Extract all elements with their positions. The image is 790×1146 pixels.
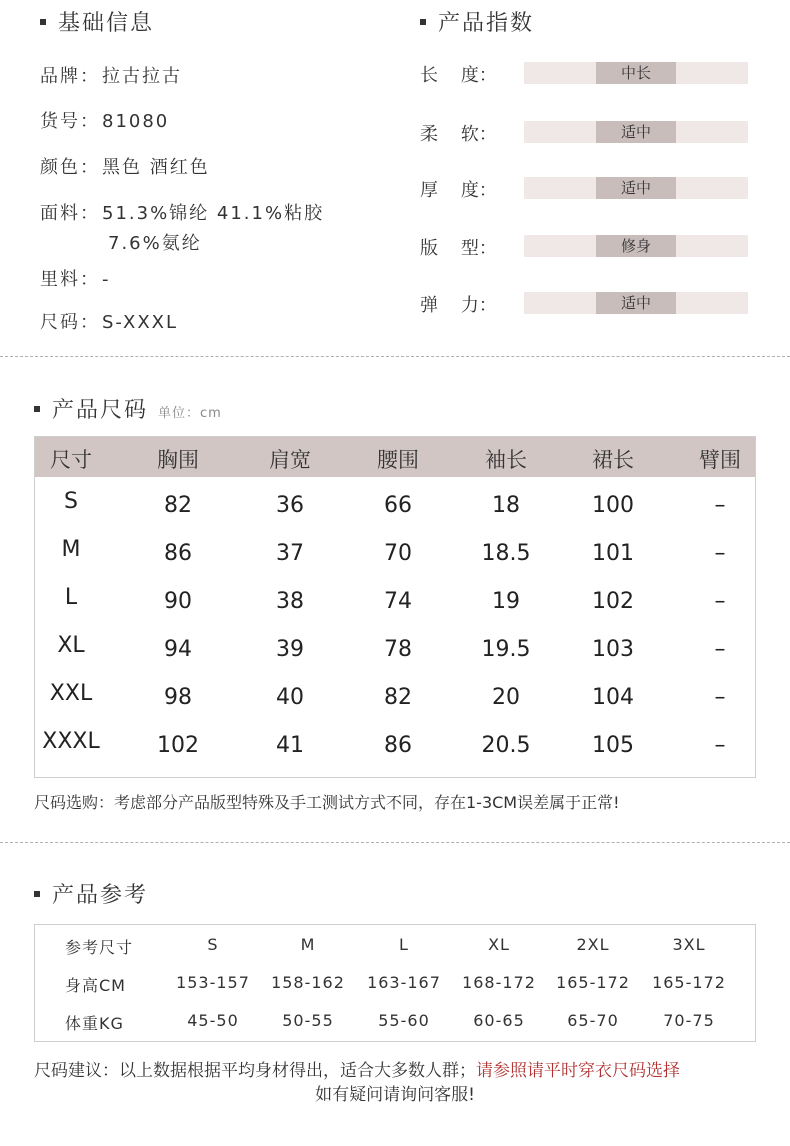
size-value-cell: 19 xyxy=(492,589,520,614)
bullet-icon xyxy=(34,891,40,897)
size-value-cell: 98 xyxy=(164,685,192,710)
size-label-cell: XXL xyxy=(49,681,93,706)
size-value-cell: 103 xyxy=(592,637,634,662)
size-value-cell: 41 xyxy=(276,733,304,758)
size-value-cell: 101 xyxy=(592,541,634,566)
size-table-header xyxy=(35,437,755,477)
reference-cell: 2XL xyxy=(576,935,610,954)
size-value-cell: 66 xyxy=(384,493,412,518)
size-value-cell: 94 xyxy=(164,637,192,662)
size-value-cell: 40 xyxy=(276,685,304,710)
size-label-cell: XL xyxy=(57,633,85,658)
basic-row-fabric-cont: 7.6%氨纶 xyxy=(108,233,202,254)
index-marker: 适中 xyxy=(596,177,676,199)
size-value-cell: 105 xyxy=(592,733,634,758)
size-advice: 尺码建议：以上数据根据平均身材得出，适合大多数人群；请参照请平时穿衣尺码选择 xyxy=(34,1061,680,1081)
index-bar xyxy=(524,177,748,199)
size-label-cell: L xyxy=(64,585,78,610)
size-value-cell: 82 xyxy=(164,493,192,518)
divider xyxy=(0,356,790,357)
reference-section-title: 产品参考 xyxy=(34,878,148,909)
header-cell: 尺寸 xyxy=(50,448,92,472)
size-value-cell: 39 xyxy=(276,637,304,662)
size-value-cell: – xyxy=(714,637,726,662)
index-marker: 修身 xyxy=(596,235,676,257)
reference-cell: 45-50 xyxy=(187,1011,239,1030)
index-bar xyxy=(524,235,748,257)
header-cell: 臂围 xyxy=(699,448,741,472)
divider xyxy=(0,842,790,843)
size-table xyxy=(34,436,756,778)
size-note: 尺码选购：考虑部分产品版型特殊及手工测试方式不同，存在1-3CM误差属于正常! xyxy=(34,793,620,812)
size-value-cell: – xyxy=(714,589,726,614)
size-value-cell: 19.5 xyxy=(481,637,531,662)
index-marker: 适中 xyxy=(596,121,676,143)
reference-cell: 168-172 xyxy=(462,973,536,992)
reference-cell: 3XL xyxy=(672,935,706,954)
reference-table xyxy=(34,924,756,1042)
size-value-cell: 104 xyxy=(592,685,634,710)
reference-row-label: 参考尺寸 xyxy=(65,938,134,957)
basic-row-lining: 里料： - xyxy=(40,269,111,290)
reference-cell: 165-172 xyxy=(556,973,630,992)
reference-cell: L xyxy=(399,935,409,954)
size-section-title: 产品尺码 单位：cm xyxy=(34,393,222,424)
product-index-title: 产品指数 xyxy=(420,6,534,37)
index-bar xyxy=(524,292,748,314)
reference-cell: 60-65 xyxy=(473,1011,525,1030)
reference-cell: XL xyxy=(488,935,510,954)
index-marker: 适中 xyxy=(596,292,676,314)
basic-row-size-range: 尺码： S-XXXL xyxy=(40,312,179,333)
size-value-cell: 20.5 xyxy=(481,733,531,758)
size-label-cell: XXXL xyxy=(42,729,100,754)
size-value-cell: 90 xyxy=(164,589,192,614)
reference-cell: 55-60 xyxy=(378,1011,430,1030)
header-cell: 胸围 xyxy=(157,448,199,472)
header-cell: 腰围 xyxy=(377,448,419,472)
basic-row-fabric: 面料： 51.3%锦纶 41.1%粘胶 xyxy=(40,203,325,224)
reference-cell: 163-167 xyxy=(367,973,441,992)
reference-row-label: 身高CM xyxy=(65,976,126,995)
header-cell: 肩宽 xyxy=(269,448,311,472)
bullet-icon xyxy=(40,19,46,25)
header-cell: 裙长 xyxy=(592,448,634,472)
reference-cell: 158-162 xyxy=(271,973,345,992)
size-value-cell: 36 xyxy=(276,493,304,518)
size-value-cell: 102 xyxy=(157,733,199,758)
size-value-cell: 18 xyxy=(492,493,520,518)
reference-cell: 153-157 xyxy=(176,973,250,992)
reference-cell: 50-55 xyxy=(282,1011,334,1030)
bullet-icon xyxy=(34,406,40,412)
bullet-icon xyxy=(420,19,426,25)
basic-row-brand: 品牌： 拉古拉古 xyxy=(40,66,182,87)
advice-highlight: 请参照请平时穿衣尺码选择 xyxy=(476,1061,680,1081)
reference-cell: M xyxy=(300,935,316,954)
size-value-cell: 37 xyxy=(276,541,304,566)
size-advice-line2: 如有疑问请询问客服! xyxy=(315,1085,475,1105)
index-bar xyxy=(524,62,748,84)
size-label-cell: S xyxy=(64,489,78,514)
reference-cell: 65-70 xyxy=(567,1011,619,1030)
size-value-cell: 82 xyxy=(384,685,412,710)
size-value-cell: – xyxy=(714,493,726,518)
size-value-cell: 74 xyxy=(384,589,412,614)
reference-cell: 165-172 xyxy=(652,973,726,992)
basic-info-title: 基础信息 xyxy=(40,6,154,37)
size-value-cell: – xyxy=(714,541,726,566)
size-value-cell: – xyxy=(714,733,726,758)
size-value-cell: 86 xyxy=(164,541,192,566)
size-value-cell: 38 xyxy=(276,589,304,614)
size-value-cell: 70 xyxy=(384,541,412,566)
basic-row-color: 颜色： 黑色 酒红色 xyxy=(40,157,210,178)
size-value-cell: 100 xyxy=(592,493,634,518)
size-value-cell: 102 xyxy=(592,589,634,614)
size-label-cell: M xyxy=(61,537,81,562)
size-value-cell: 86 xyxy=(384,733,412,758)
size-value-cell: – xyxy=(714,685,726,710)
size-value-cell: 20 xyxy=(492,685,520,710)
basic-row-sku: 货号： 81080 xyxy=(40,111,170,132)
index-bar xyxy=(524,121,748,143)
index-marker: 中长 xyxy=(596,62,676,84)
header-cell: 袖长 xyxy=(485,448,527,472)
reference-cell: 70-75 xyxy=(663,1011,715,1030)
reference-row-label: 体重KG xyxy=(65,1014,124,1033)
size-value-cell: 18.5 xyxy=(481,541,531,566)
reference-cell: S xyxy=(207,935,219,954)
size-value-cell: 78 xyxy=(384,637,412,662)
